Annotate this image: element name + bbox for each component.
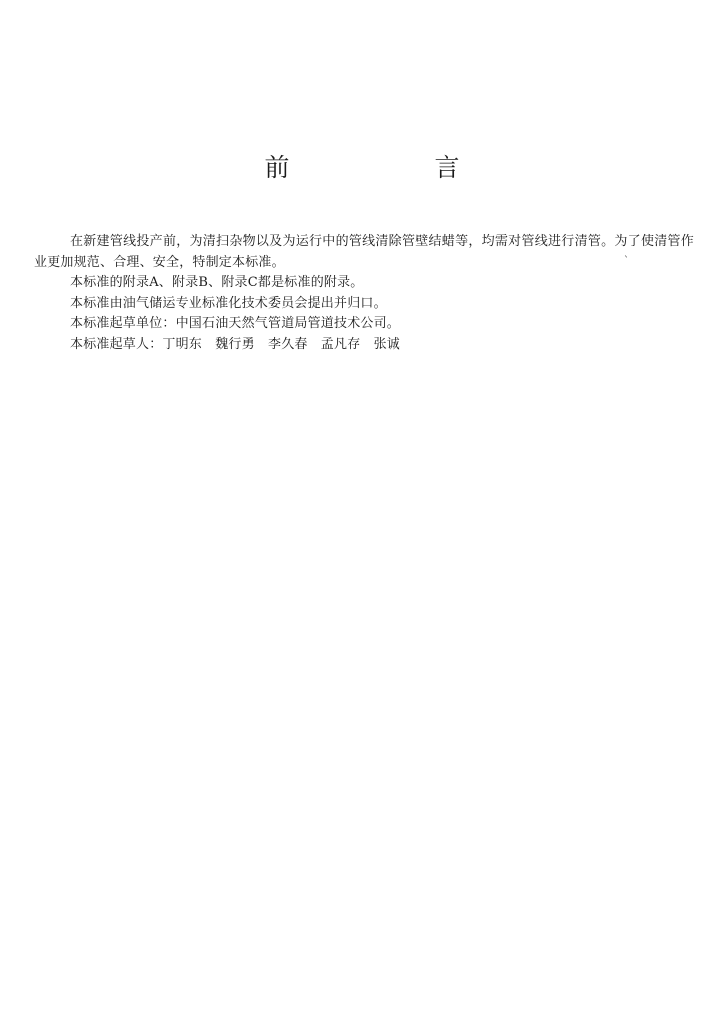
paragraph-drafters: 本标准起草人：丁明东 魏行勇 李久春 孟凡存 张诚 xyxy=(70,336,401,352)
scan-artifact-mark: ˋ xyxy=(624,256,629,267)
paragraph-appendices: 本标准的附录A、附录B、附录C都是标准的附录。 xyxy=(70,275,364,290)
paragraph-purpose: 在新建管线投产前，为清扫杂物以及为运行中的管线清除管壁结蜡等，均需对管线进行清管。为了使清管作业更加规范、合理、安全，特制定本标准。 xyxy=(34,234,694,270)
foreword-body xyxy=(34,232,694,355)
paragraph-proposer: 本标准由油气储运专业标准化技术委员会提出并归口。 xyxy=(70,295,387,311)
page-title: 前 言 xyxy=(264,153,520,182)
paragraph-drafting-unit: 本标准起草单位：中国石油天然气管道局管道技术公司。 xyxy=(70,316,401,331)
